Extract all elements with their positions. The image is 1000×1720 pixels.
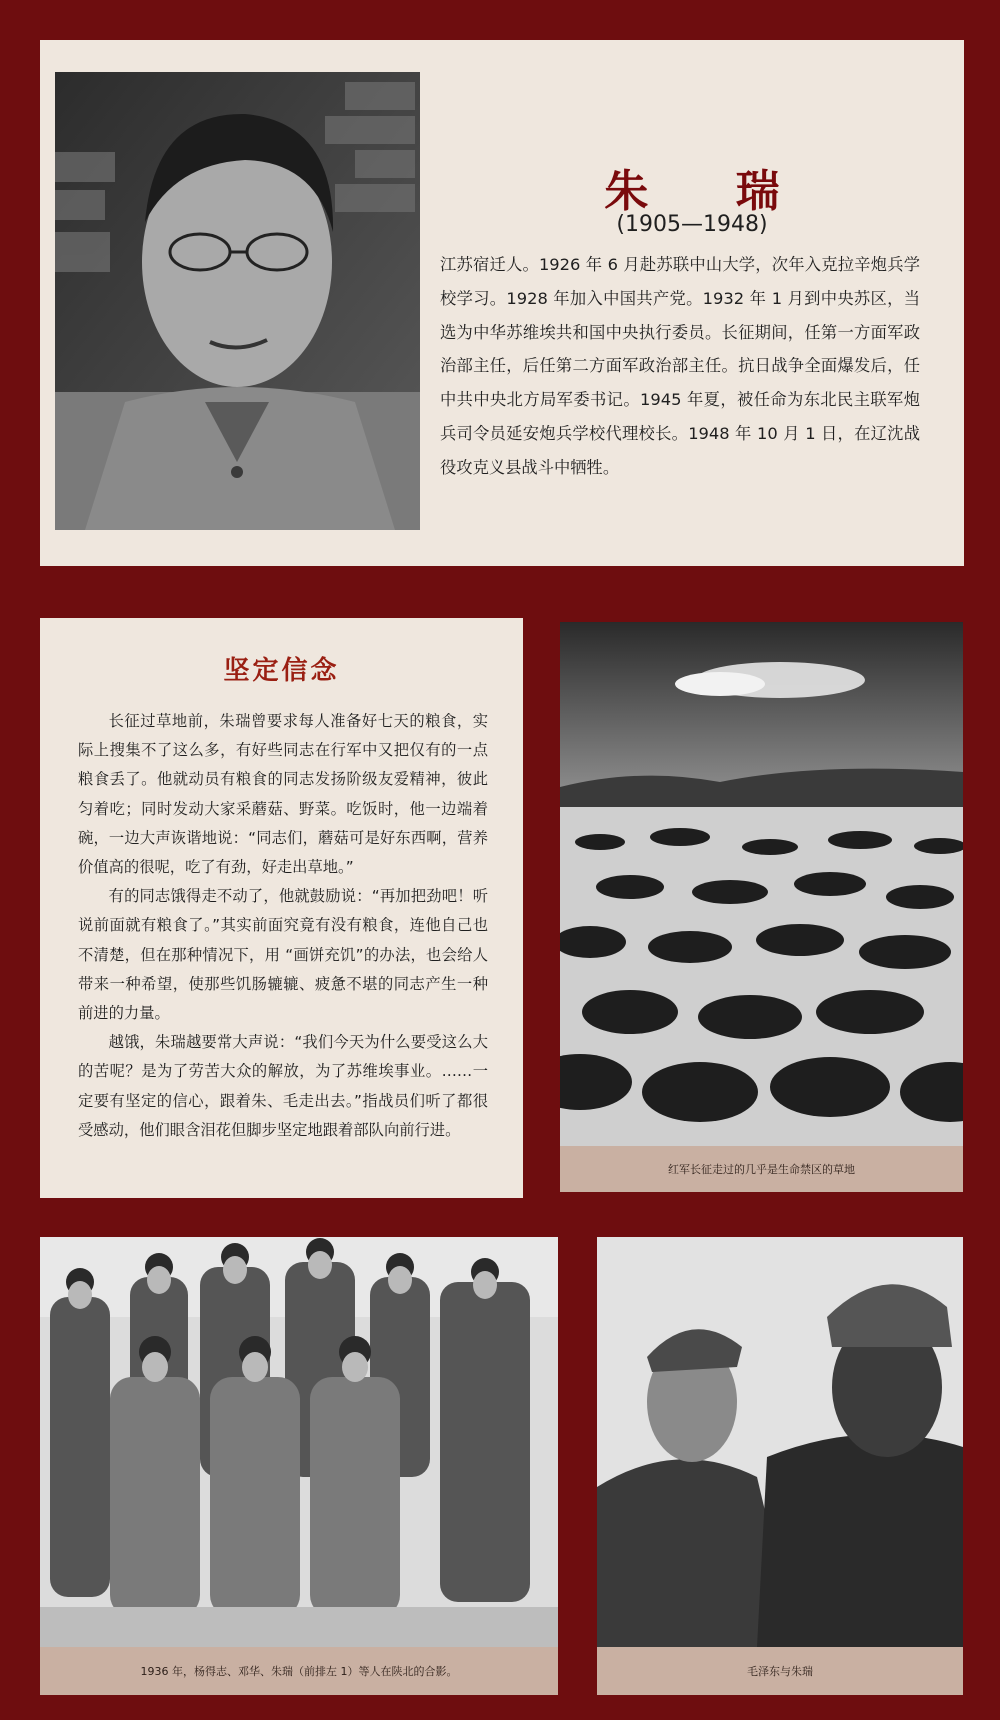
biography-text: 江苏宿迁人。1926 年 6 月赴苏联中山大学，次年入克拉辛炮兵学校学习。1928 年加入中国共产党。1932 年 1 月到中央苏区，当选为中华苏维埃共和国中央执行委员。长征期间，任第一方面军政治部主任，后任第二方面军政治部主任。抗日战争全面爆发后，任中共中央北方局军委书记。1945 年夏，被任命为东北民主联军炮兵司令员延安炮兵学校代理校长。1948 年 10 月 1 日，在辽沈战役攻克义县战斗中牺牲。 bbox=[440, 255, 920, 477]
mao-zhu-photo bbox=[597, 1237, 963, 1647]
photo-caption: 毛泽东与朱瑞 bbox=[597, 1647, 963, 1695]
belief-paragraph: 长征过草地前，朱瑞曾要求每人准备好七天的粮食，实际上搜集不了这么多，有好些同志在行军中又把仅有的一点粮食丢了。他就动员有粮食的同志发扬阶级友爱精神，彼此匀着吃；同时发动大家采蘑菇、野菜。吃饭时，他一边端着碗，一边大声诙谐地说：“同志们，蘑菇可是好东西啊，营养价值高的很呢，吃了有劲，好走出草地。” bbox=[78, 712, 488, 877]
belief-paragraph: 越饿，朱瑞越要常大声说：“我们今天为什么要受这么大的苦呢？是为了劳苦大众的解放，为了苏维埃事业。……一定要有坚定的信心，跟着朱、毛走出去。”指战员们听了都很受感动，他们眼含泪花但脚步坚定地跟着部队向前行进。 bbox=[78, 1033, 488, 1139]
section-title: 坚定信念 bbox=[223, 656, 340, 686]
life-years: (1905—1948) bbox=[616, 212, 768, 237]
grassland-photo bbox=[560, 622, 963, 1146]
person-name: 朱 瑞 bbox=[604, 166, 816, 217]
photo-caption: 1936 年，杨得志、邓华、朱瑞（前排左 1）等人在陕北的合影。 bbox=[40, 1647, 558, 1695]
portrait-photo bbox=[55, 72, 420, 530]
belief-paragraph: 有的同志饿得走不动了，他就鼓励说：“再加把劲吧！听说前面就有粮食了。”其实前面究竟有没有粮食，连他自己也不清楚，但在那种情况下，用 “画饼充饥”的办法，也会给人带来一种希望，使那些饥肠辘辘、疲惫不堪的同志产生一种前进的力量。 bbox=[78, 887, 488, 1023]
group-photo bbox=[40, 1237, 558, 1647]
photo-caption: 红军长征走过的几乎是生命禁区的草地 bbox=[560, 1146, 963, 1192]
belief-text bbox=[78, 707, 488, 1145]
